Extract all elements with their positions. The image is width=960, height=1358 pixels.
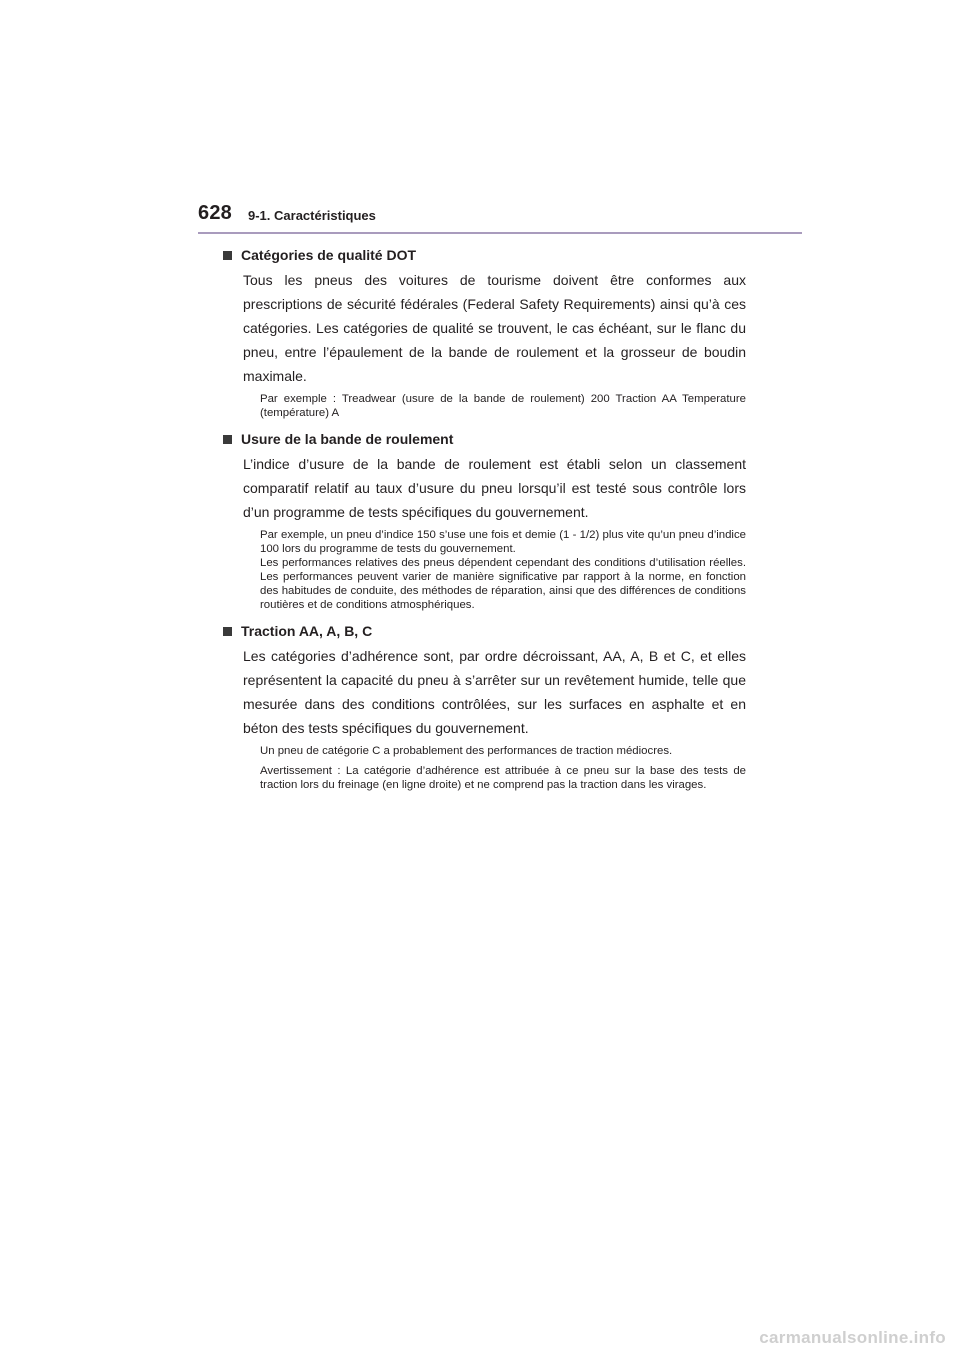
section-treadwear	[223, 428, 746, 612]
section-body: Les catégories d’adhérence sont, par ordre décroissant, AA, A, B et C, et elles représentent la capacité du pneu à s’arrêter sur un revêtement humide, telle que mesurée dans des conditions contrôlées, sur les surfaces en asphalte et en béton des tests spécifiques du gouvernement.	[243, 648, 746, 736]
section-body: Tous les pneus des voitures de tourisme doivent être conformes aux prescriptions de sécurité fédérales (Federal Safety Requirements) ainsi qu’à ces catégories. Les catégories de qualité se trouvent, le cas échéant, sur le flanc du pneu, entre l’épaulement de la bande de roulement et la grosseur de boudin maximale.	[243, 272, 746, 384]
square-bullet-icon	[223, 435, 232, 444]
section-note: Par exemple : Treadwear (usure de la bande de roulement) 200 Traction AA Temperature (température) A	[260, 393, 746, 419]
section-heading	[223, 620, 746, 642]
section-body: L’indice d’usure de la bande de roulement est établi selon un classement comparatif relatif au taux d’usure du pneu lorsqu’il est testé sous contrôle lors d’un programme de tests spécifiques du gouvernement.	[243, 456, 746, 520]
watermark-text: carmanualsonline.info	[759, 1328, 946, 1347]
page-content	[223, 244, 746, 800]
section-note: Avertissement : La catégorie d’adhérence est attribuée à ce pneu sur la base des tests de traction lors du freinage (en ligne droite) et ne comprend pas la traction dans les virages.	[260, 765, 746, 791]
section-dot-quality-grades	[223, 244, 746, 420]
section-heading	[223, 428, 746, 450]
square-bullet-icon	[223, 251, 232, 260]
chapter-title: 9-1. Caractéristiques	[248, 208, 376, 223]
section-heading-text: Catégories de qualité DOT	[241, 247, 417, 263]
section-traction	[223, 620, 746, 792]
section-heading-text: Traction AA, A, B, C	[241, 623, 373, 639]
page-header	[198, 202, 804, 234]
header-divider	[198, 232, 802, 234]
section-heading	[223, 244, 746, 266]
section-note: Par exemple, un pneu d’indice 150 s’use une fois et demie (1 - 1/2) plus vite qu’un pneu d’indice 100 lors du programme de tests du gouvernement.	[260, 529, 746, 555]
section-note: Un pneu de catégorie C a probablement des performances de traction médiocres.	[260, 745, 673, 757]
page-number: 628	[198, 202, 232, 224]
section-heading-text: Usure de la bande de roulement	[241, 431, 454, 447]
section-note: Les performances relatives des pneus dépendent cependant des conditions d’utilisation réelles. Les performances peuvent varier de manière significative par rapport à la norme, en fonction des habitudes de conduite, des méthodes de réparation, ainsi que des différences de conditions routières et de conditions atmosphériques.	[260, 557, 746, 611]
square-bullet-icon	[223, 627, 232, 636]
